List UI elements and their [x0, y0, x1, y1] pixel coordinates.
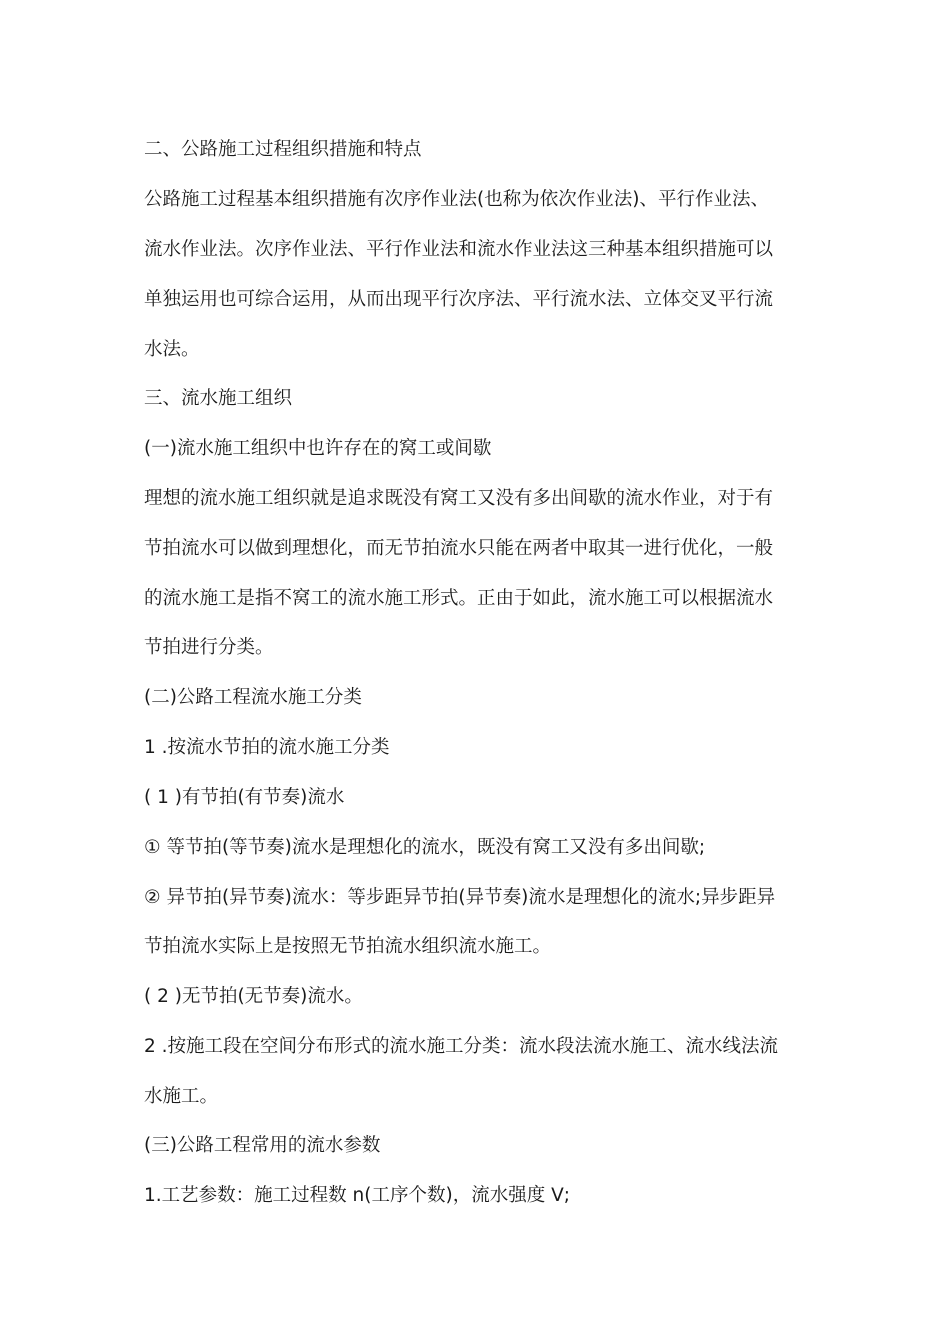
subheading: (二)公路工程流水施工分类	[144, 687, 362, 708]
list-item: ① 等节拍(等节奏)流水是理想化的流水，既没有窝工又没有多出间歇;	[144, 837, 706, 858]
paragraph-line: 的流水施工是指不窝工的流水施工形式。正由于如此，流水施工可以根据流水	[144, 588, 774, 609]
paragraph-line: 水施工。	[144, 1086, 219, 1107]
paragraph-line: 节拍流水可以做到理想化，而无节拍流水只能在两者中取其一进行优化，一般	[144, 538, 774, 559]
list-item: 1 .按流水节拍的流水施工分类	[144, 737, 390, 758]
subheading: (三)公路工程常用的流水参数	[144, 1135, 381, 1156]
section-heading-2: 二、公路施工过程组织措施和特点	[144, 139, 422, 160]
list-item: 1.工艺参数：施工过程数 n(工序个数)，流水强度 V;	[144, 1185, 570, 1206]
subheading: (一)流水施工组织中也许存在的窝工或间歇	[144, 438, 492, 459]
paragraph-line: 节拍进行分类。	[144, 637, 274, 658]
list-item: ( 1 )有节拍(有节奏)流水	[144, 787, 345, 808]
section-heading-3: 三、流水施工组织	[144, 388, 293, 409]
paragraph-line: 流水作业法。次序作业法、平行作业法和流水作业法这三种基本组织措施可以	[144, 239, 774, 260]
paragraph-line: 公路施工过程基本组织措施有次序作业法(也称为依次作业法)、平行作业法、	[144, 189, 769, 210]
paragraph-line: 单独运用也可综合运用，从而出现平行次序法、平行流水法、立体交叉平行流	[144, 289, 774, 310]
paragraph-line: 节拍流水实际上是按照无节拍流水组织流水施工。	[144, 936, 552, 957]
paragraph-line: 水法。	[144, 339, 200, 360]
list-item: ( 2 )无节拍(无节奏)流水。	[144, 986, 363, 1007]
paragraph-line: 理想的流水施工组织就是追求既没有窝工又没有多出间歇的流水作业，对于有	[144, 488, 774, 509]
list-item: 2 .按施工段在空间分布形式的流水施工分类：流水段法流水施工、流水线法流	[144, 1036, 779, 1057]
list-item: ② 异节拍(异节奏)流水：等步距异节拍(异节奏)流水是理想化的流水;异步距异	[144, 887, 776, 908]
